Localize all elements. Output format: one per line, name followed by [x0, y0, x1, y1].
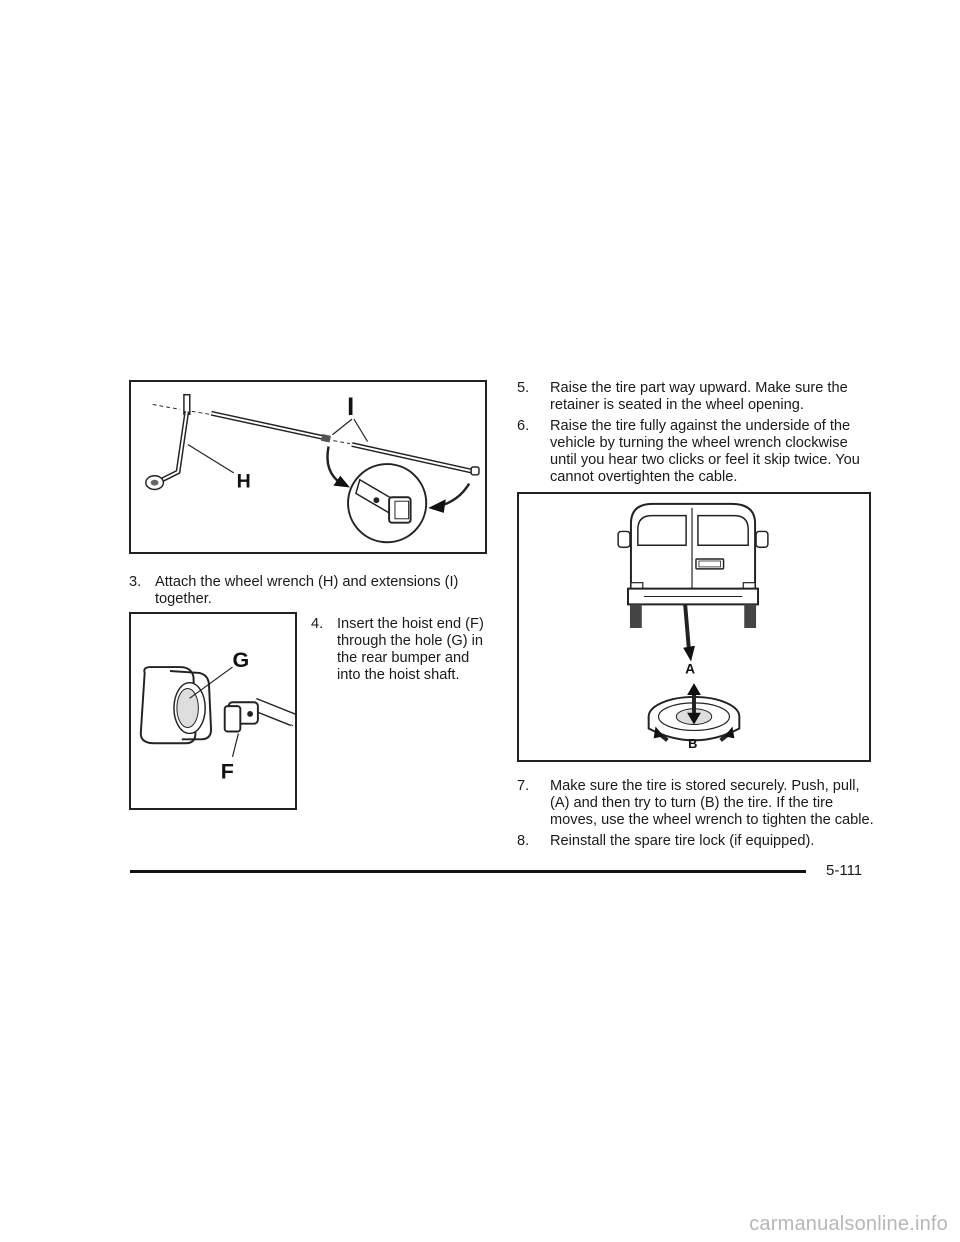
step-text: Insert the hoist end (F) through the hole (G) in the rear bumper and into the hoist shaft.: [337, 616, 484, 683]
step-text: Raise the tire fully against the underside of the vehicle by turning the wheel wrench clockwise until you hear two clicks or feel it skip twice. You cannot overtighten the cable.: [550, 418, 860, 485]
spare-tire-van-figure: [517, 492, 871, 762]
step-text: Raise the tire part way upward. Make sure the retainer is seated in the wheel opening.: [550, 380, 848, 413]
footer-rule: [130, 870, 806, 873]
label-g: G: [232, 648, 250, 673]
step-3: [129, 574, 487, 608]
step-number: 4.: [311, 616, 324, 632]
hoist-end-figure: [129, 612, 297, 810]
step-number: 7.: [517, 778, 530, 794]
step-number: 6.: [517, 418, 530, 434]
step-7: [517, 778, 877, 829]
step-text: Reinstall the spare tire lock (if equipped).: [550, 833, 815, 849]
step-6: [517, 418, 871, 486]
page-number: 5-111: [826, 862, 863, 879]
step-text: Make sure the tire is stored securely. Push, pull, (A) and then try to turn (B) the tire. If the tire moves, use the wheel wrench to tighten the cable.: [550, 778, 874, 828]
van-spare-tire-illustration: [519, 494, 869, 760]
wrench-extensions-figure: [129, 380, 487, 554]
label-h: H: [236, 470, 251, 493]
step-5: [517, 380, 871, 414]
watermark: carmanualsonline.info: [749, 1213, 948, 1235]
label-i: I: [347, 393, 355, 422]
step-8: [517, 833, 877, 850]
step-text: Attach the wheel wrench (H) and extensions (I) together.: [155, 574, 459, 607]
label-a: A: [685, 661, 696, 677]
hoist-end-illustration: [131, 614, 295, 808]
step-4: [311, 616, 489, 684]
step-number: 5.: [517, 380, 530, 396]
step-number: 8.: [517, 833, 530, 849]
wrench-extensions-illustration: [131, 382, 485, 552]
label-f: F: [220, 759, 234, 784]
step-number: 3.: [129, 574, 142, 590]
label-b: B: [688, 736, 698, 752]
